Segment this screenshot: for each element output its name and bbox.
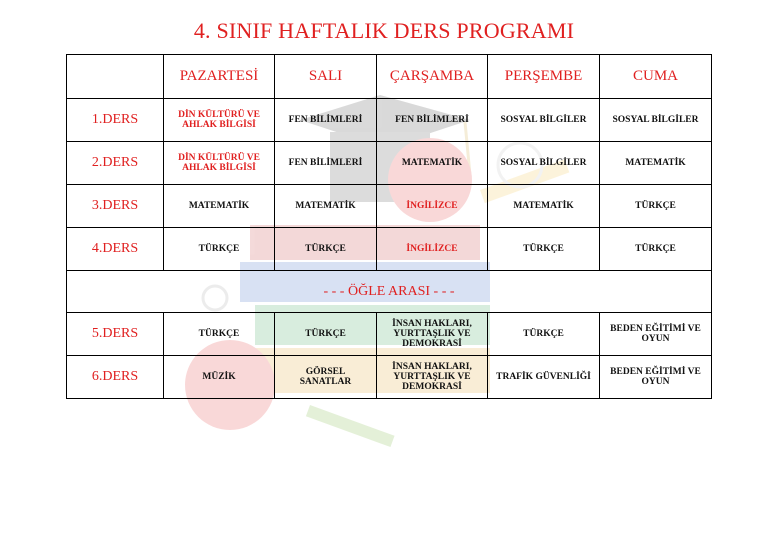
lesson-name: AHLAK BİLGİSİ: [182, 163, 256, 173]
lesson-cell: [377, 228, 488, 271]
lesson-cell: [164, 142, 275, 185]
lesson-cell: [164, 356, 275, 399]
lesson-cell: [164, 185, 275, 228]
lesson-name: TÜRKÇE: [523, 329, 564, 339]
lesson-cell: [275, 356, 377, 399]
lesson-cell: [275, 228, 377, 271]
period-row: [67, 185, 712, 228]
lesson-name: TÜRKÇE: [198, 329, 240, 339]
lesson-name: TÜRKÇE: [305, 329, 346, 339]
lesson-name: DEMOKRASİ: [402, 382, 462, 392]
day-header: SALI: [275, 55, 377, 99]
page-title: 4. SINIF HAFTALIK DERS PROGRAMI: [193, 18, 575, 43]
lesson-cell: [164, 313, 275, 356]
lesson-cell: [600, 185, 712, 228]
day-header: ÇARŞAMBA: [377, 55, 488, 99]
lesson-name: MATEMATİK: [625, 158, 686, 168]
period-row: [67, 313, 712, 356]
header-row: [67, 55, 712, 99]
lesson-name: SOSYAL BİLGİLER: [500, 158, 587, 168]
corner-cell: [67, 55, 164, 99]
period-label: 2.DERS: [67, 142, 164, 185]
lesson-name: TRAFİK GÜVENLİĞİ: [496, 372, 591, 382]
lesson-name: MATEMATİK: [401, 158, 463, 168]
lesson-name: MÜZİK: [202, 372, 236, 382]
lesson-cell: [600, 228, 712, 271]
lesson-cell: [275, 185, 377, 228]
lesson-cell: [275, 313, 377, 356]
lesson-name: GÖRSEL: [305, 367, 346, 377]
lesson-name: MATEMATİK: [295, 201, 356, 211]
lesson-cell: [600, 313, 712, 356]
lesson-name: DEMOKRASİ: [402, 339, 462, 349]
period-row: [67, 99, 712, 142]
lunch-break-label: - - - ÖĞLE ARASI - - -: [67, 271, 712, 313]
lesson-name: YURTTAŞLIK VE: [393, 372, 471, 382]
lesson-name: SOSYAL BİLGİLER: [500, 115, 587, 125]
lesson-cell: [164, 228, 275, 271]
lesson-name: İNGİLİZCE: [406, 201, 458, 211]
lesson-name: TÜRKÇE: [635, 201, 676, 211]
lesson-name: SANATLAR: [299, 377, 352, 387]
schedule-table: [66, 54, 712, 399]
lesson-name: TÜRKÇE: [635, 244, 676, 254]
lesson-name: BEDEN EĞİTİMİ VE: [610, 367, 701, 377]
lesson-name: YURTTAŞLIK VE: [393, 329, 471, 339]
period-row: [67, 228, 712, 271]
lesson-name: AHLAK BİLGİSİ: [182, 120, 256, 130]
lunch-row: [67, 271, 712, 313]
day-header: CUMA: [600, 55, 712, 99]
lesson-cell: [275, 99, 377, 142]
lesson-cell: [488, 185, 600, 228]
lesson-name: TÜRKÇE: [523, 244, 564, 254]
lesson-name: TÜRKÇE: [198, 244, 240, 254]
lesson-cell: [275, 142, 377, 185]
lesson-cell: [488, 142, 600, 185]
lesson-name: BEDEN EĞİTİMİ VE: [610, 324, 701, 334]
lesson-cell: [377, 356, 488, 399]
lesson-name: FEN BİLİMLERİ: [288, 115, 363, 125]
lesson-name: MATEMATİK: [513, 201, 574, 211]
lesson-name: FEN BİLİMLERİ: [395, 115, 469, 125]
lesson-cell: [377, 99, 488, 142]
lesson-name: DİN KÜLTÜRÜ VE: [178, 110, 260, 120]
lesson-cell: [164, 99, 275, 142]
lesson-cell: [377, 185, 488, 228]
period-label: 5.DERS: [67, 313, 164, 356]
lesson-name: İNGİLİZCE: [406, 244, 458, 254]
lesson-cell: [488, 99, 600, 142]
lesson-cell: [488, 356, 600, 399]
period-label: 6.DERS: [67, 356, 164, 399]
lesson-cell: [488, 313, 600, 356]
period-row: [67, 356, 712, 399]
lesson-name: FEN BİLİMLERİ: [288, 158, 363, 168]
lesson-name: İNSAN HAKLARI,: [392, 362, 472, 372]
lesson-name: DİN KÜLTÜRÜ VE: [178, 153, 260, 163]
period-label: 1.DERS: [67, 99, 164, 142]
lesson-name: OYUN: [641, 377, 670, 387]
lesson-name: TÜRKÇE: [305, 244, 346, 254]
lesson-name: SOSYAL BİLGİLER: [612, 115, 699, 125]
lesson-cell: [600, 99, 712, 142]
lesson-cell: [600, 142, 712, 185]
lesson-name: İNSAN HAKLARI,: [392, 319, 472, 329]
period-label: 3.DERS: [67, 185, 164, 228]
period-row: [67, 142, 712, 185]
day-header: PAZARTESİ: [164, 55, 275, 99]
lesson-cell: [600, 356, 712, 399]
lesson-cell: [488, 228, 600, 271]
day-header: PERŞEMBE: [488, 55, 600, 99]
lesson-name: OYUN: [641, 334, 670, 344]
lesson-cell: [377, 142, 488, 185]
lesson-cell: [377, 313, 488, 356]
lesson-name: MATEMATİK: [188, 201, 250, 211]
period-label: 4.DERS: [67, 228, 164, 271]
